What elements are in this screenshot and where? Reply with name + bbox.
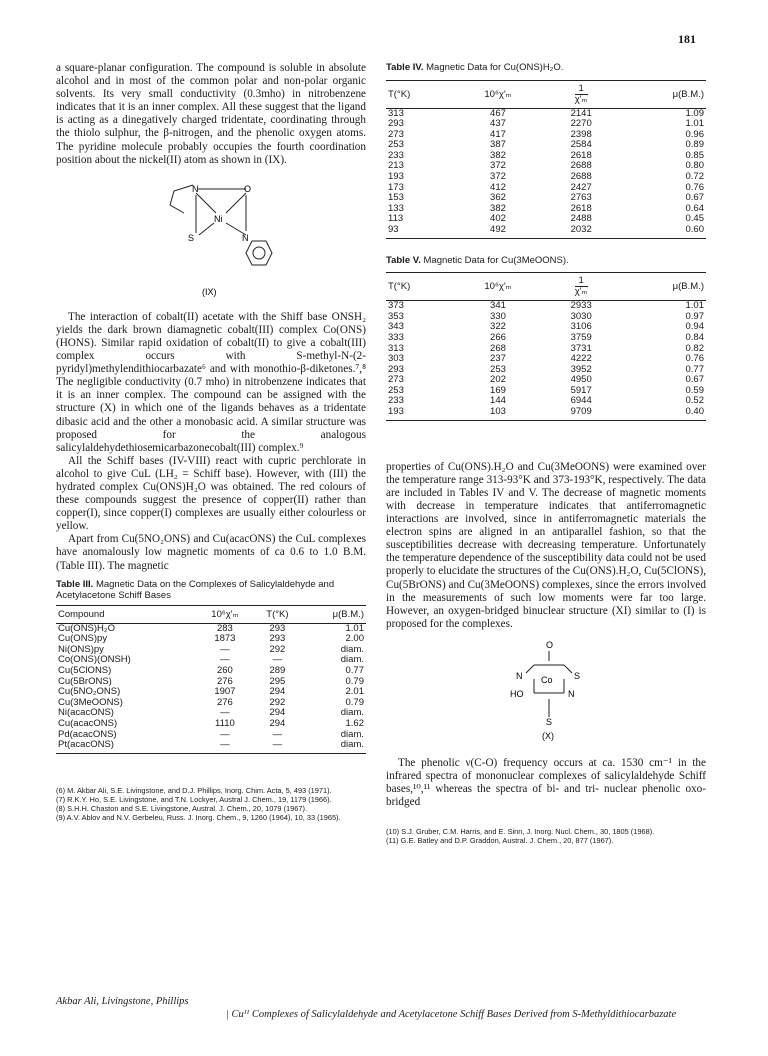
table-iv-cell: 193 bbox=[388, 171, 404, 183]
table-iii-cell: Ni(ONS)py bbox=[58, 643, 104, 655]
table-iv-header: μ(B.M.) bbox=[623, 80, 706, 108]
table-iii-row bbox=[56, 740, 366, 753]
table-iv-cell: 2488 bbox=[570, 213, 592, 225]
table-iii-header: μ(B.M.) bbox=[301, 605, 366, 623]
table-v-cell: 293 bbox=[388, 363, 404, 375]
paragraph-schiff-bases: All the Schiff bases (IV-VIII) react with cupric perchlorate in alcohol to give CuL (LH₂ = Schiff base). However, with (III) the hydrated complex Cu(ONS)H₂O was obtained. The red colours of these compounds suggest the presence of copper(II) rather than copper(I), since copper(I) complexes are usually either colourless or yellow. bbox=[56, 454, 366, 533]
table-v-cell: 373 bbox=[388, 300, 404, 312]
table-iv-caption bbox=[386, 62, 706, 74]
reference-item: (8) S.H.H. Chaston and S.E. Livingstone, Austral. J. Chem., 20, 1079 (1967). bbox=[56, 803, 307, 813]
table-iv bbox=[386, 62, 706, 239]
table-iv-cell: 173 bbox=[388, 181, 404, 193]
table-iii-cell: — bbox=[253, 740, 301, 753]
table-v-cell: 253 bbox=[388, 384, 404, 396]
table-v-caption bbox=[386, 255, 706, 267]
table-iv-row bbox=[386, 140, 706, 151]
table-iv-cell: 0.45 bbox=[685, 213, 704, 225]
table-iv-row bbox=[386, 108, 706, 119]
reference-item: (6) M. Akbar Ali, S.E. Livingstone, and D.J. Phillips, Inorg. Chim. Acta, 5, 493 (1971). bbox=[56, 785, 332, 795]
table-v-cell: 1.01 bbox=[685, 300, 704, 312]
table-iii-header: Compound bbox=[56, 605, 196, 623]
table-v-cell: 313 bbox=[388, 342, 404, 354]
table-iv-cell: 213 bbox=[388, 160, 404, 172]
table-iii-cell: Cu(5NO₂ONS) bbox=[58, 686, 121, 698]
table-v-cell: 253 bbox=[490, 363, 506, 375]
table-iv-header: 10⁶χ'ₘ bbox=[456, 80, 539, 108]
reference-item: (7) R.K.Y. Ho, S.E. Livingstone, and T.N. Lockyer, Austral J. Chem., 19, 1179 (1966). bbox=[56, 794, 332, 804]
paragraph-cobalt: The interaction of cobalt(II) acetate with the Shiff base ONSH₂ yields the dark brown diamagnetic cobalt(III) complex Co(ONS)(HONS). Similar rapid oxidation of cobalt(II) to give a cobalt(III) complex occurs with S-methyl-N-(2-pyridyl)methylendithiocarbazate⁶ and with monothio-β-diketones.⁷,⁸ The negligible conductivity (0.7 mho) in nitrobenzene indicates that it is an inner complex. The compound can be assigned with the structure (X) in which one of the ligands behaves as a tridentate dibasic acid and the other a monobasic acid. A similar structure was proposed for the analogous salicylaldehydethiosemicarbazonecobalt(III) complex.⁹ bbox=[56, 310, 366, 454]
table-iii-cell: Co(ONS)(ONSH) bbox=[58, 654, 131, 666]
x-bond-s1 bbox=[564, 665, 572, 673]
table-iv-row bbox=[386, 204, 706, 215]
table-v-cell: 322 bbox=[490, 321, 506, 333]
table-iv-label: Table IV. bbox=[386, 62, 424, 73]
table-iii-cell: diam. bbox=[340, 707, 364, 719]
table-iii-header: T(°K) bbox=[253, 605, 301, 623]
table-v-row bbox=[386, 407, 706, 420]
table-iv-cell: 293 bbox=[388, 118, 404, 130]
table-iii-cell: 2.00 bbox=[345, 633, 364, 645]
right-column bbox=[386, 62, 706, 845]
x-atom-s1: S bbox=[574, 670, 581, 681]
running-footer bbox=[56, 995, 706, 1021]
table-v-header-frac bbox=[540, 273, 623, 301]
table-iii-cell: Cu(5ClONS) bbox=[58, 665, 112, 676]
table-iii-cell: Cu(ONS)H₂O bbox=[58, 622, 115, 634]
table-iii-cell: diam. bbox=[301, 740, 366, 753]
table-iv-cell: 0.80 bbox=[685, 160, 704, 172]
table-iii-cell: 1110 bbox=[215, 717, 235, 729]
table-iv-body bbox=[386, 108, 706, 238]
table-iv-cell: 2584 bbox=[570, 139, 592, 151]
table-iii-cell: 1.01 bbox=[345, 622, 364, 634]
table-iv-cell: 362 bbox=[490, 192, 506, 204]
references-left bbox=[56, 786, 366, 822]
table-iii-cell: — bbox=[220, 728, 230, 740]
table-v-cell: 333 bbox=[388, 331, 404, 343]
ix-pyridine-ring bbox=[246, 241, 272, 265]
table-v-header: 10⁶χ'ₘ bbox=[456, 273, 539, 301]
table-iv-cell: 0.85 bbox=[685, 149, 704, 161]
table-v-cell: 330 bbox=[490, 310, 506, 322]
table-v-caption-text: Magnetic Data for Cu(3MeOONS). bbox=[423, 254, 569, 266]
table-iv-cell: 2427 bbox=[570, 181, 592, 193]
x-atom-s2: S bbox=[546, 716, 553, 727]
x-atom-ho: HO bbox=[510, 688, 524, 699]
paragraph-properties: properties of Cu(ONS).H₂O and Cu(3MeOONS) were examined over the temperature range 313-93°K and 373-193°K, respectively. The data are included in Tables IV and V. The decrease of magnetic moments with decrease in temperature indicates that antiferromagnetic interactions are involved, since in antiferromagnetic materials the electron spins are aligned in an antiparallel fashion, so that the susceptibilities decrease with decreasing temperature. Unfortunately the temperature dependence of the susceptibility data could not be used properly to elucidate the structures of the Cu(ONS).H₂O, Cu(5ClONS), Cu(5BrONS) and Cu(3MeOONS) complexes, since the errors involved in the measurements of such low moments were far too large. However, an oxygen-bridged binuclear structure (XI) similar to (I) is proposed for the complexes. bbox=[386, 460, 706, 630]
table-v-cell: 0.52 bbox=[685, 395, 704, 407]
table-v-row bbox=[386, 386, 706, 397]
table-iv-caption-text: Magnetic Data for Cu(ONS)H₂O. bbox=[426, 62, 564, 73]
table-iv-cell: 93 bbox=[386, 225, 456, 238]
ix-bond-n-ni bbox=[196, 193, 216, 213]
paragraph-phenolic: The phenolic ν(C-O) frequency occurs at ca. 1530 cm⁻¹ in the infrared spectra of mononuclear complexes of salicylaldehyde Schiff bases,¹⁰,¹¹ whereas the spectra of bi- and tri- nuclear phenolic oxo-bridged bbox=[386, 756, 706, 809]
table-v-row bbox=[386, 365, 706, 376]
table-iv-header-denominator: χ'ₘ bbox=[574, 93, 588, 105]
table-iv-cell: 372 bbox=[490, 160, 506, 172]
reference-item: (11) G.E. Batley and D.P. Graddon, Austral. J. Chem., 20, 877 (1967). bbox=[386, 836, 614, 846]
table-iii-cell: 2.01 bbox=[345, 686, 364, 698]
table-v-row bbox=[386, 354, 706, 365]
table-iii-cell: — bbox=[272, 654, 283, 666]
table-v-cell: 273 bbox=[388, 374, 404, 386]
references-right bbox=[386, 827, 706, 845]
table-v-row bbox=[386, 344, 706, 355]
ix-atom-ni: Ni bbox=[214, 213, 223, 224]
table-v-header: T(°K) bbox=[386, 273, 456, 301]
table-v-cell: 3759 bbox=[570, 331, 592, 343]
table-iv-cell: 2032 bbox=[540, 225, 623, 238]
table-iii-cell: Cu(acacONS) bbox=[58, 717, 118, 729]
table-iv-cell: 0.76 bbox=[685, 181, 704, 193]
table-v-header-numerator: 1 bbox=[575, 276, 588, 287]
table-iv-header-frac bbox=[540, 80, 623, 108]
table-iv-cell: 133 bbox=[388, 202, 404, 214]
table-v-cell: 3106 bbox=[570, 321, 592, 333]
table-iv-cell: 0.60 bbox=[623, 225, 706, 238]
table-v-cell: 0.76 bbox=[685, 353, 704, 365]
table-iv-cell: 412 bbox=[490, 181, 506, 193]
ix-label: (IX) bbox=[202, 286, 217, 297]
table-iv-cell: 387 bbox=[490, 139, 506, 151]
table-iii-cell: 289 bbox=[269, 665, 286, 676]
table-iv-cell: 2763 bbox=[570, 192, 592, 204]
table-iii-header: 10⁶χ'ₘ bbox=[196, 605, 253, 623]
table-v-grid bbox=[386, 272, 706, 421]
table-iv-row bbox=[386, 119, 706, 130]
table-iv-row bbox=[386, 214, 706, 225]
footer-title: | Cuᴵᴵ Complexes of Salicylaldehyde and Acetylacetone Schiff Bases Derived from S-Methyldithiocarbazate bbox=[226, 1009, 677, 1020]
table-v-label: Table V. bbox=[386, 254, 421, 266]
table-iv-cell: 0.64 bbox=[685, 202, 704, 214]
table-iv-cell: 437 bbox=[490, 118, 506, 130]
table-v-cell: 3731 bbox=[570, 342, 592, 354]
table-v-row bbox=[386, 333, 706, 344]
table-iii-label: Table III. bbox=[56, 578, 94, 590]
table-v-cell: 0.77 bbox=[685, 363, 704, 375]
x-atom-o: O bbox=[546, 639, 554, 650]
table-iv-cell: 0.89 bbox=[685, 139, 704, 151]
table-v-cell: 9709 bbox=[540, 407, 623, 420]
x-bond-n1 bbox=[526, 665, 534, 673]
ix-atom-o: O bbox=[244, 183, 252, 194]
table-iii-cell: Cu(ONS)py bbox=[58, 633, 108, 645]
table-iii-grid bbox=[56, 605, 366, 754]
table-v-cell: 0.67 bbox=[685, 374, 704, 386]
table-iv-header-numerator: 1 bbox=[575, 84, 588, 95]
table-iv-cell: 273 bbox=[388, 128, 404, 140]
table-iii-cell: 1.62 bbox=[345, 717, 364, 729]
table-v-cell: 4950 bbox=[570, 374, 592, 386]
table-iv-cell: 1.09 bbox=[685, 107, 704, 119]
table-iii-cell: 1873 bbox=[214, 633, 236, 645]
table-iv-cell: 2688 bbox=[570, 171, 592, 183]
x-label: (X) bbox=[542, 730, 554, 741]
left-column bbox=[56, 62, 366, 822]
table-iv-row bbox=[386, 151, 706, 162]
table-v-cell: 3030 bbox=[570, 310, 592, 322]
table-iv-row bbox=[386, 172, 706, 183]
table-iii-cell: — bbox=[220, 643, 230, 655]
table-v-cell: 343 bbox=[388, 321, 404, 333]
table-iii-cell: 0.79 bbox=[345, 696, 364, 708]
table-iii-cell: Cu(3MeOONS) bbox=[58, 696, 123, 708]
table-iv-row bbox=[386, 183, 706, 194]
table-iv-row bbox=[386, 225, 706, 238]
table-v-row bbox=[386, 375, 706, 386]
table-iv-cell: 402 bbox=[490, 213, 506, 225]
table-iv-cell: 2618 bbox=[570, 202, 592, 214]
table-iii-cell: 293 bbox=[269, 622, 286, 634]
table-v-cell: 0.82 bbox=[685, 342, 704, 354]
page-number: 181 bbox=[678, 32, 696, 46]
table-iii-cell: 283 bbox=[216, 622, 233, 634]
table-v-cell: 268 bbox=[490, 342, 506, 354]
ix-bond-o-ni bbox=[226, 193, 246, 213]
table-iv-cell: 233 bbox=[388, 149, 404, 161]
paragraph-square-planar: a square-planar configuration. The compound is soluble in absolute alcohol and in most of the common polar and non-polar organic solvents. Its very small conductivity (0.3mho) in nitrobenzene indicates that it is an inner complex. All these suggest that the ligand is acting as a dinegatively charged tridentate, coordinating through the thiolo sulphur, the β-nitrogen, and the phenolic oxygen atoms. The pyridine molecule probably occupies the fourth coordination position about the nickel(II) atom as shown in (IX). bbox=[56, 62, 366, 166]
table-iii bbox=[56, 579, 366, 754]
reference-item: (10) S.J. Gruber, C.M. Harris, and E. Sinn, J. Inorg. Nucl. Chem., 30, 1805 (1968). bbox=[386, 827, 655, 837]
table-iii-cell: 276 bbox=[216, 696, 233, 708]
table-iii-cell: 294 bbox=[269, 707, 286, 719]
ix-pyridine-aromatic bbox=[253, 247, 265, 259]
reference-item: (9) A.V. Ablov and N.V. Gerbeleu, Russ. J. Inorg. Chem., 9, 1260 (1964), 10, 33 (1965). bbox=[56, 812, 341, 822]
table-iii-cell: diam. bbox=[340, 643, 364, 655]
ix-aromatic-ring bbox=[170, 185, 193, 213]
table-v bbox=[386, 255, 706, 421]
table-iii-cell: — bbox=[220, 654, 230, 666]
table-iv-cell: 2688 bbox=[570, 160, 592, 172]
table-iii-cell: — bbox=[196, 740, 253, 753]
table-v-cell: 0.59 bbox=[685, 384, 704, 396]
table-iv-cell: 2398 bbox=[570, 128, 592, 140]
x-atom-co: Co bbox=[541, 674, 553, 685]
table-iv-row bbox=[386, 130, 706, 141]
table-iv-cell: 313 bbox=[388, 107, 404, 119]
table-iv-cell: 0.72 bbox=[685, 171, 704, 183]
paragraph-apart: Apart from Cu(5NO₂ONS) and Cu(acacONS) the CuL complexes have anomalously low magnetic moments of ca 0.6 to 1.0 B.M. (Table III). The magnetic bbox=[56, 533, 366, 572]
table-iv-cell: 372 bbox=[490, 171, 506, 183]
table-iii-cell: 1907 bbox=[214, 686, 236, 698]
table-iii-cell: Pt(acacONS) bbox=[56, 740, 196, 753]
table-iii-cell: Pd(acacONS) bbox=[58, 728, 117, 740]
table-iv-cell: 382 bbox=[490, 202, 506, 214]
table-v-row bbox=[386, 396, 706, 407]
table-v-cell: 266 bbox=[490, 331, 506, 343]
table-iv-header: T(°K) bbox=[386, 80, 456, 108]
table-v-row bbox=[386, 322, 706, 333]
table-iii-cell: diam. bbox=[340, 728, 364, 740]
table-iii-cell: 292 bbox=[269, 643, 286, 655]
table-v-cell: 193 bbox=[386, 407, 456, 420]
table-v-cell: 5917 bbox=[570, 384, 592, 396]
table-v-cell: 2933 bbox=[570, 300, 592, 312]
table-v-cell: 341 bbox=[490, 300, 506, 312]
table-v-cell: 4222 bbox=[570, 353, 592, 365]
table-iii-cell: 0.77 bbox=[345, 665, 364, 676]
table-iii-cell: 293 bbox=[269, 633, 286, 645]
x-atom-n2: N bbox=[568, 688, 575, 699]
table-v-cell: 3952 bbox=[570, 363, 592, 375]
table-iv-cell: 0.96 bbox=[685, 128, 704, 140]
table-iv-cell: 2618 bbox=[570, 149, 592, 161]
table-v-cell: 0.40 bbox=[623, 407, 706, 420]
table-iv-cell: 253 bbox=[388, 139, 404, 151]
table-v-cell: 303 bbox=[388, 353, 404, 365]
table-v-cell: 237 bbox=[490, 353, 506, 365]
table-iv-cell: 492 bbox=[456, 225, 539, 238]
structure-x bbox=[386, 635, 706, 743]
table-iv-cell: 153 bbox=[388, 192, 404, 204]
x-atom-n1: N bbox=[516, 670, 523, 681]
table-v-cell: 169 bbox=[490, 384, 506, 396]
table-iv-row bbox=[386, 193, 706, 204]
table-iii-cell: 0.79 bbox=[345, 675, 364, 687]
ix-atom-n: N bbox=[192, 183, 199, 194]
ix-atom-npy: N bbox=[242, 232, 249, 243]
table-v-header: μ(B.M.) bbox=[623, 273, 706, 301]
table-iii-cell: — bbox=[272, 728, 283, 740]
table-iii-cell: Cu(5BrONS) bbox=[58, 675, 112, 687]
table-v-cell: 233 bbox=[388, 395, 404, 407]
table-v-cell: 144 bbox=[490, 395, 506, 407]
structure-ix bbox=[56, 171, 366, 311]
table-v-row bbox=[386, 312, 706, 323]
table-iii-cell: diam. bbox=[340, 654, 364, 666]
footer-authors: Akbar Ali, Livingstone, Phillips bbox=[56, 996, 189, 1007]
table-v-cell: 0.84 bbox=[685, 331, 704, 343]
table-iv-cell: 382 bbox=[490, 149, 506, 161]
table-iii-body bbox=[56, 623, 366, 753]
table-iv-cell: 1.01 bbox=[685, 118, 704, 130]
ix-bond-s-ni bbox=[199, 223, 214, 235]
table-iv-cell: 417 bbox=[490, 128, 506, 140]
table-iii-row bbox=[56, 719, 366, 730]
table-iii-caption-text: Magnetic Data on the Complexes of Salicylaldehyde and Acetylacetone Schiff Bases bbox=[56, 578, 335, 602]
table-v-cell: 202 bbox=[490, 374, 506, 386]
table-iv-grid bbox=[386, 80, 706, 239]
table-iv-cell: 467 bbox=[490, 107, 506, 119]
table-iii-cell: — bbox=[220, 707, 230, 719]
table-v-row bbox=[386, 301, 706, 312]
table-v-cell: 103 bbox=[456, 407, 539, 420]
table-iv-cell: 2141 bbox=[570, 107, 592, 119]
table-v-cell: 353 bbox=[388, 310, 404, 322]
structure-ix-drawing bbox=[56, 171, 366, 311]
table-iv-cell: 113 bbox=[388, 213, 404, 225]
table-v-body bbox=[386, 301, 706, 421]
table-iii-cell: 260 bbox=[216, 665, 233, 676]
table-iv-row bbox=[386, 161, 706, 172]
table-iv-cell: 0.67 bbox=[685, 192, 704, 204]
table-iii-row bbox=[56, 666, 366, 677]
table-iii-cell: 294 bbox=[269, 717, 286, 729]
table-v-cell: 0.94 bbox=[685, 321, 704, 333]
table-iii-cell: 294 bbox=[269, 686, 286, 698]
table-v-cell: 0.97 bbox=[685, 310, 704, 322]
ix-atom-s: S bbox=[188, 232, 195, 243]
structure-x-drawing bbox=[386, 635, 706, 743]
table-iii-cell: 276 bbox=[216, 675, 233, 687]
table-iii-cell: 295 bbox=[269, 675, 286, 687]
table-iii-caption bbox=[56, 579, 366, 602]
table-iv-cell: 2270 bbox=[570, 118, 592, 130]
table-v-cell: 6944 bbox=[570, 395, 592, 407]
table-iii-cell: 292 bbox=[269, 696, 286, 708]
table-v-header-denominator: χ'ₘ bbox=[574, 286, 588, 298]
table-iii-cell: Ni(acacONS) bbox=[58, 707, 114, 719]
